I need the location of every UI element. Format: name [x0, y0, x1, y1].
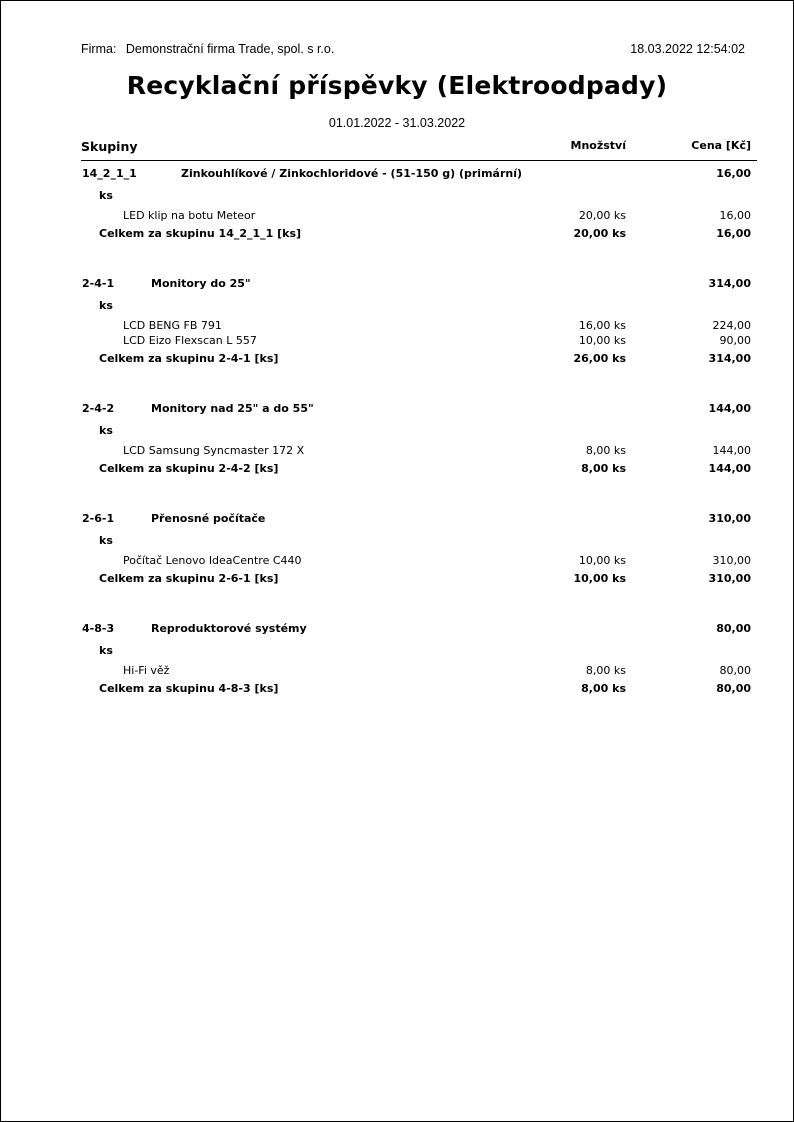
- item-price: 144,00: [712, 444, 751, 457]
- item-row: [81, 554, 757, 570]
- group-total-quantity: 8,00 ks: [581, 462, 626, 475]
- item-price: 90,00: [719, 334, 751, 347]
- report-period: 01.01.2022 - 31.03.2022: [328, 116, 466, 130]
- group-name: Monitory nad 25" a do 55": [151, 402, 314, 415]
- group-total-label: Celkem za skupinu 4-8-3 [ks]: [99, 682, 279, 695]
- group-name: Reproduktorové systémy: [151, 622, 307, 635]
- item-price: 16,00: [719, 209, 751, 222]
- item-price: 80,00: [719, 664, 751, 677]
- item-name: Počítač Lenovo IdeaCentre C440: [123, 554, 302, 567]
- column-header-groups: Skupiny: [81, 139, 138, 154]
- group-total-quantity: 26,00 ks: [573, 352, 626, 365]
- group-total-price: 80,00: [716, 682, 751, 695]
- group-total-quantity: 20,00 ks: [573, 227, 626, 240]
- item-quantity: 8,00 ks: [585, 444, 626, 457]
- group-price: 144,00: [708, 402, 751, 415]
- company-name: Demonstrační firma Trade, spol. s r.o.: [125, 42, 335, 56]
- group-name: Přenosné počítače: [151, 512, 266, 525]
- group-total-row: [81, 227, 757, 243]
- group-name: Zinkouhlíkové / Zinkochloridové - (51-150 g) (primární): [181, 167, 523, 180]
- group-header-row: [81, 622, 757, 638]
- group-unit: ks: [99, 644, 113, 657]
- group-section: [81, 161, 757, 271]
- item-quantity: 16,00 ks: [578, 319, 626, 332]
- group-code: 2-4-1: [82, 277, 115, 290]
- group-total-label: Celkem za skupinu 14_2_1_1 [ks]: [99, 227, 302, 240]
- column-header-price: Cena [Kč]: [691, 139, 751, 152]
- item-price: 310,00: [712, 554, 751, 567]
- group-unit-row: [81, 424, 757, 440]
- item-quantity: 8,00 ks: [585, 664, 626, 677]
- group-unit-row: [81, 299, 757, 315]
- group-total-label: Celkem za skupinu 2-4-2 [ks]: [99, 462, 279, 475]
- group-section: [81, 396, 757, 506]
- item-name: LED klip na botu Meteor: [123, 209, 256, 222]
- group-header-row: [81, 402, 757, 418]
- group-total-quantity: 8,00 ks: [581, 682, 626, 695]
- group-price: 16,00: [716, 167, 751, 180]
- group-unit: ks: [99, 424, 113, 437]
- print-datetime: 18.03.2022 12:54:02: [630, 42, 745, 56]
- item-name: LCD BENG FB 791: [123, 319, 222, 332]
- group-code: 2-4-2: [82, 402, 115, 415]
- group-total-row: [81, 462, 757, 478]
- item-name: Hi-Fi věž: [123, 664, 170, 677]
- group-section: [81, 271, 757, 396]
- group-name: Monitory do 25": [151, 277, 251, 290]
- report-title: Recyklační příspěvky (Elektroodpady): [126, 71, 668, 100]
- group-total-quantity: 10,00 ks: [573, 572, 626, 585]
- group-total-label: Celkem za skupinu 2-6-1 [ks]: [99, 572, 279, 585]
- item-row: [81, 319, 757, 335]
- group-unit-row: [81, 189, 757, 205]
- group-unit-row: [81, 644, 757, 660]
- company-label: Firma:: [81, 42, 117, 56]
- item-row: [81, 444, 757, 460]
- group-unit: ks: [99, 299, 113, 312]
- item-row: [81, 209, 757, 225]
- group-code: 14_2_1_1: [82, 167, 137, 180]
- group-total-price: 16,00: [716, 227, 751, 240]
- group-header-row: [81, 277, 757, 293]
- item-quantity: 10,00 ks: [578, 554, 626, 567]
- column-header-quantity: Množství: [570, 139, 626, 152]
- group-total-price: 144,00: [708, 462, 751, 475]
- group-unit: ks: [99, 189, 113, 202]
- item-row: [81, 334, 757, 350]
- group-list: [81, 161, 757, 726]
- group-unit-row: [81, 534, 757, 550]
- group-total-row: [81, 352, 757, 368]
- group-section: [81, 506, 757, 616]
- item-price: 224,00: [712, 319, 751, 332]
- group-code: 4-8-3: [82, 622, 115, 635]
- group-total-row: [81, 682, 757, 698]
- group-total-price: 314,00: [708, 352, 751, 365]
- group-price: 314,00: [708, 277, 751, 290]
- column-header-row: [81, 139, 757, 161]
- item-name: LCD Eizo Flexscan L 557: [123, 334, 257, 347]
- group-header-row: [81, 167, 757, 183]
- group-code: 2-6-1: [82, 512, 115, 525]
- item-quantity: 10,00 ks: [578, 334, 626, 347]
- group-total-label: Celkem za skupinu 2-4-1 [ks]: [99, 352, 279, 365]
- group-price: 310,00: [708, 512, 751, 525]
- group-total-price: 310,00: [708, 572, 751, 585]
- company-header: [81, 42, 334, 56]
- item-quantity: 20,00 ks: [578, 209, 626, 222]
- item-name: LCD Samsung Syncmaster 172 X: [123, 444, 305, 457]
- item-row: [81, 664, 757, 680]
- group-unit: ks: [99, 534, 113, 547]
- group-total-row: [81, 572, 757, 588]
- group-header-row: [81, 512, 757, 528]
- group-section: [81, 616, 757, 726]
- group-price: 80,00: [716, 622, 751, 635]
